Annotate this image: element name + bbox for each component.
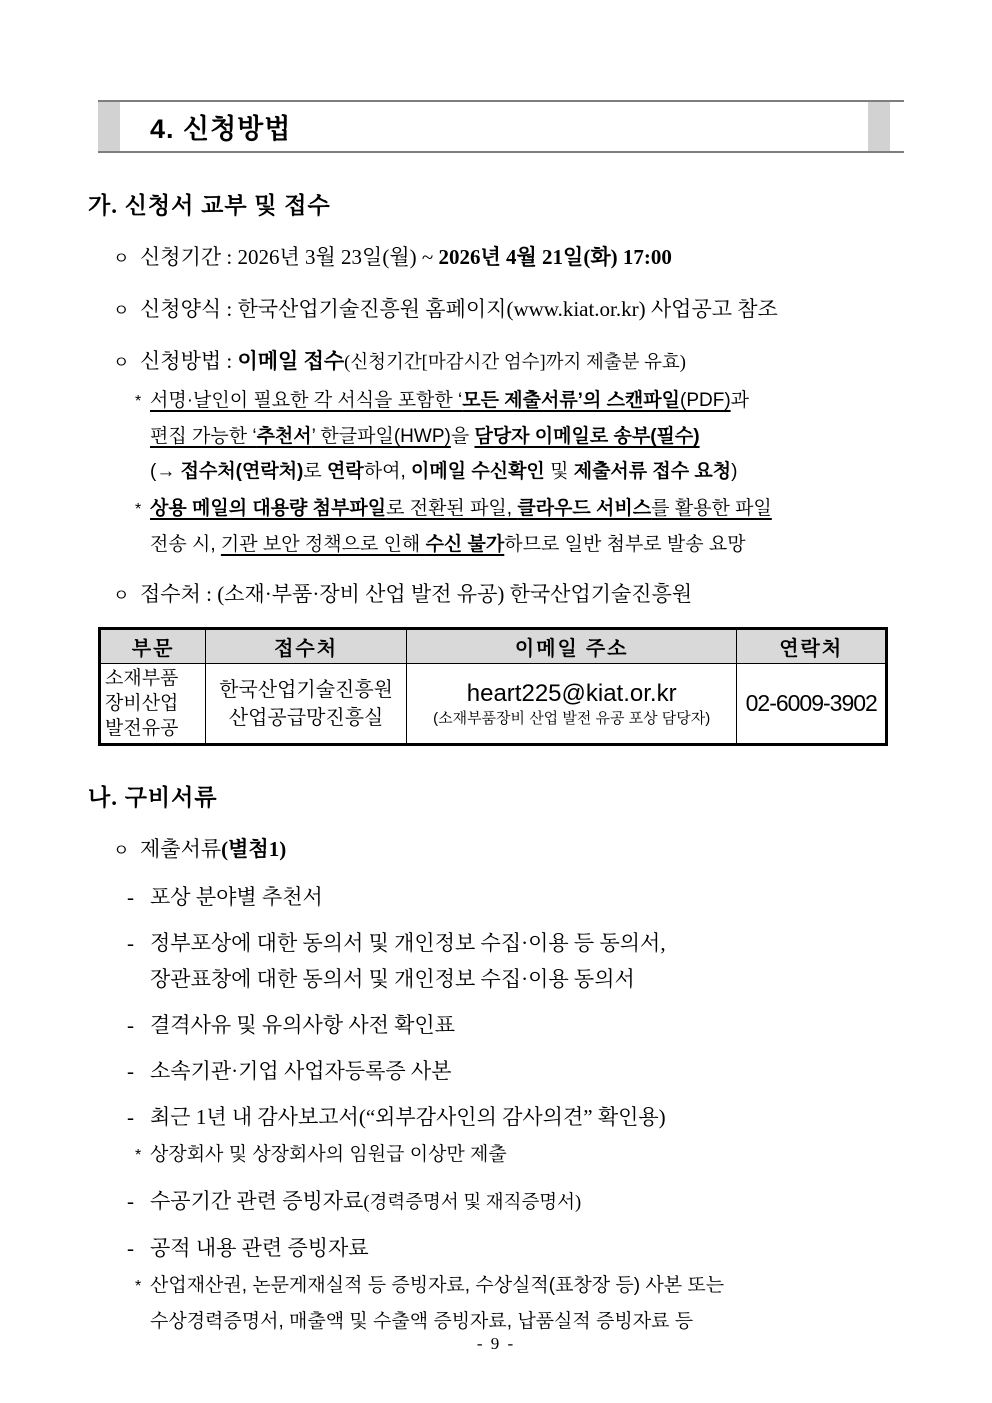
doc-merit-proof [127, 1233, 992, 1263]
line-text: 편집 가능한 ‘추천서’ 한글파일(HWP)을 담당자 이메일로 송부(필수) [150, 426, 700, 447]
page-number: - 9 - [476, 1334, 516, 1353]
office-line: 한국산업기술진흥원 [219, 678, 394, 701]
note-listed-company [135, 1141, 992, 1170]
bullet-marker: - [127, 885, 134, 909]
line-text: 상장회사 및 상장회사의 임원급 이상만 제출 [150, 1144, 507, 1165]
col-header-office: 접수처 [206, 629, 407, 664]
bullet-marker: * [135, 1278, 142, 1295]
apply-section-body [0, 242, 992, 611]
subsection-heading-apply: 가. 신청서 교부 및 접수 [88, 193, 331, 218]
bullet-marker: - [127, 1059, 134, 1083]
apply-form-line [113, 294, 992, 326]
line-text: (→ 접수처(연락처)로 연락하여, 이메일 수신확인 및 제출서류 접수 요청) [150, 461, 738, 482]
line-text: 결격사유 및 유의사항 사전 확인표 [150, 1013, 456, 1037]
note-merit-examples [135, 1272, 992, 1301]
submit-docs-line [113, 834, 992, 866]
note-large-attachment [135, 495, 992, 524]
cell-email [406, 664, 737, 745]
line-text: 상용 메일의 대용량 첨부파일로 전환된 파일, 클라우드 서비스를 활용한 파일 [150, 498, 772, 519]
section-title: 4. 신청방법 [150, 114, 292, 144]
note-large-attachment-wrap [150, 531, 992, 559]
title-accent-bar-right [868, 102, 890, 151]
category-line: 장비산업 [105, 693, 179, 714]
line-text: 신청방법 : 이메일 접수(신청기간[마감시간 엄수]까지 제출분 유효) [140, 349, 686, 373]
bullet-marker: * [135, 501, 142, 518]
line-text: 전송 시, 기관 보안 정책으로 인해 수신 불가하므로 일반 첨부로 발송 요망 [150, 534, 746, 555]
reception-table [98, 627, 888, 746]
category-line: 발전유공 [105, 718, 179, 739]
section-title-box [98, 100, 904, 153]
note-contact-request [150, 458, 992, 486]
note-scan-file [135, 387, 992, 416]
doc-career-proof [127, 1186, 992, 1217]
line-text: 소속기관·기업 사업자등록증 사본 [150, 1059, 452, 1083]
line-text: 정부포상에 대한 동의서 및 개인정보 수집·이용 등 동의서, [150, 931, 666, 955]
line-text: 최근 1년 내 감사보고서(“외부감사인의 감사의견” 확인용) [150, 1105, 666, 1129]
doc-business-license [127, 1056, 992, 1086]
email-note: (소재부품장비 산업 발전 유공 포상 담당자) [433, 709, 711, 727]
cell-phone: 02-6009-3902 [737, 664, 887, 745]
col-header-email: 이메일 주소 [406, 629, 737, 664]
apply-period-line [113, 242, 992, 274]
note-merit-examples-wrap [150, 1308, 992, 1336]
line-text: 신청양식 : 한국산업기술진흥원 홈페이지(www.kiat.or.kr) 사업공고 참조 [140, 297, 778, 321]
line-text: 포상 분야별 추천서 [150, 885, 323, 909]
doc-recommendation [127, 882, 992, 912]
bullet-marker: ㅇ [113, 353, 130, 372]
line-text: 신청기간 : 2026년 3월 23일(월) ~ 2026년 4월 21일(화) 17:00 [140, 245, 672, 269]
line-text: 수상경력증명서, 매출액 및 수출액 증빙자료, 납품실적 증빙자료 등 [150, 1311, 694, 1332]
line-text: 서명·날인이 필요한 각 서식을 포함한 ‘모든 제출서류’의 스캔파일(PDF)과 [150, 390, 750, 411]
bullet-marker: * [135, 393, 142, 410]
line-text: 산업재산권, 논문게재실적 등 증빙자료, 수상실적(표창장 등) 사본 또는 [150, 1275, 725, 1296]
apply-method-line [113, 346, 992, 378]
docs-section-body [0, 834, 992, 1336]
bullet-marker: * [135, 1147, 142, 1164]
bullet-marker: ㅇ [113, 841, 130, 860]
note-scan-file-wrap [150, 423, 992, 451]
line-text: 수공기간 관련 증빙자료(경력증명서 및 재직증명서) [150, 1189, 582, 1213]
line-text: 제출서류(별첨1) [140, 837, 287, 861]
office-line: 산업공급망진흥실 [228, 706, 384, 729]
col-header-phone: 연락처 [737, 629, 887, 664]
bullet-marker: ㅇ [113, 249, 130, 268]
email-address: heart225@kiat.or.kr [466, 679, 677, 707]
bullet-marker: - [127, 1189, 134, 1213]
title-accent-bar-left [98, 102, 120, 151]
cell-office [206, 664, 407, 745]
bullet-marker: ㅇ [113, 586, 130, 605]
line-text: 장관표창에 대한 동의서 및 개인정보 수집·이용 동의서 [150, 967, 635, 991]
cell-category [100, 664, 206, 745]
doc-audit-report [127, 1102, 992, 1132]
table-row [100, 664, 887, 745]
line-text: 공적 내용 관련 증빙자료 [150, 1236, 369, 1260]
reception-desk-line [113, 579, 992, 611]
bullet-marker: ㅇ [113, 301, 130, 320]
doc-consent-wrap [150, 964, 992, 994]
subsection-heading-docs: 나. 구비서류 [88, 785, 218, 810]
doc-consent [127, 928, 992, 958]
bullet-marker: - [127, 1105, 134, 1129]
bullet-marker: - [127, 1013, 134, 1037]
doc-checklist [127, 1010, 992, 1040]
col-header-category: 부문 [100, 629, 206, 664]
line-text: 접수처 : (소재·부품·장비 산업 발전 유공) 한국산업기술진흥원 [140, 582, 693, 606]
table-header-row [100, 629, 887, 664]
bullet-marker: - [127, 1236, 134, 1260]
category-line: 소재부품 [105, 668, 179, 689]
bullet-marker: - [127, 931, 134, 955]
